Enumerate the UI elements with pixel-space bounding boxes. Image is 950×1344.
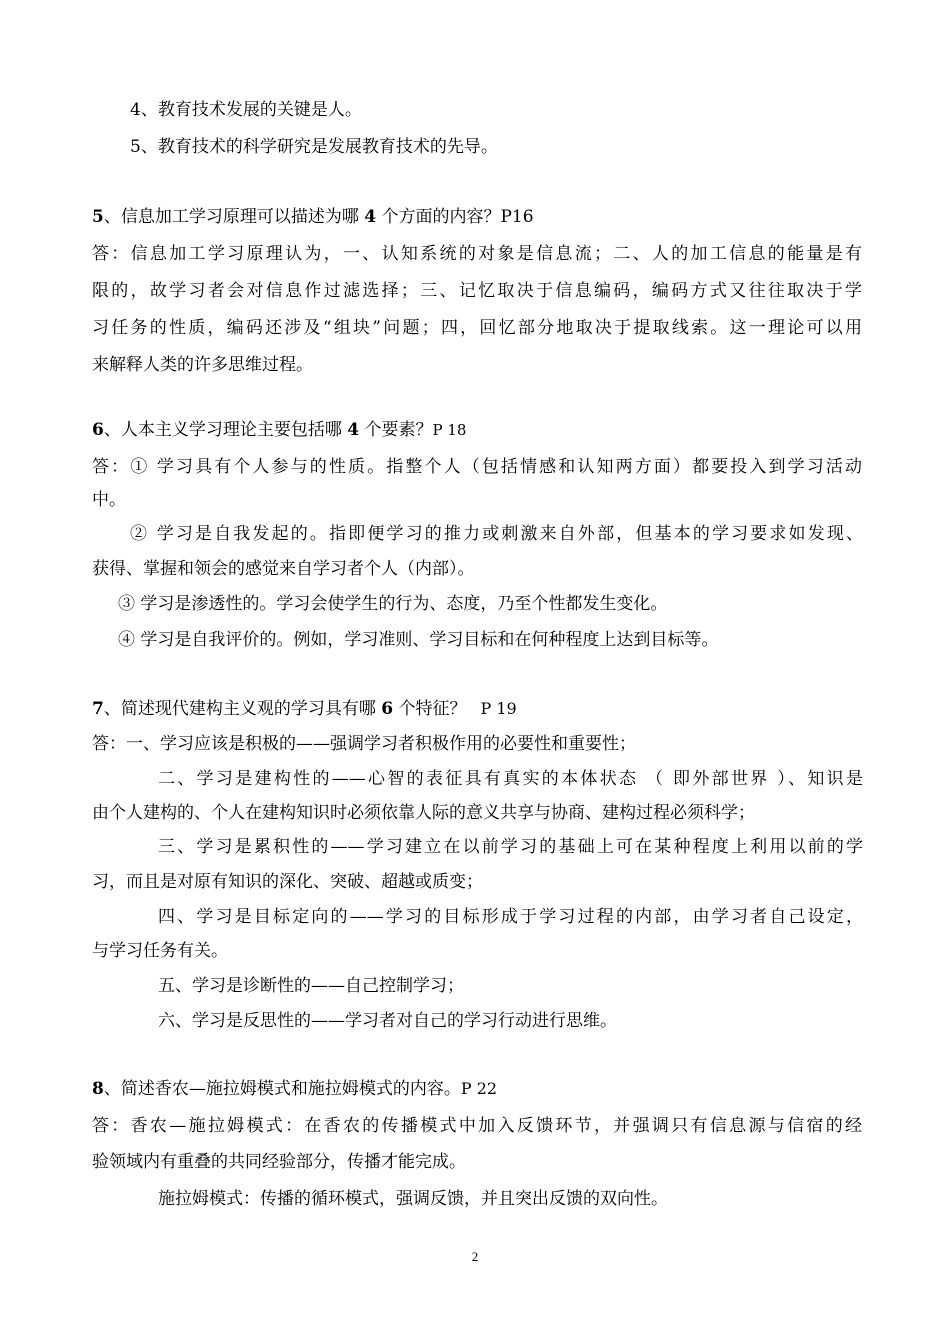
answer-line: 四、学习是目标定向的——学习的目标形成于学习过程的内部，由学习者自己设定，	[158, 907, 863, 927]
question-text: 、信息加工学习原理可以描述为哪	[103, 207, 365, 227]
answer-line: 答：① 学习具有个人参与的性质。指整个人（包括情感和认知两方面）都要投入到学习活动	[92, 457, 862, 477]
question-count: 6	[381, 699, 394, 719]
answer-line: ④ 学习是自我评价的。例如，学习准则、学习目标和在何种程度上达到目标等。	[118, 630, 719, 650]
answer-line: ② 学习是自我发起的。指即便学习的推力或刺激来自外部，但基本的学习要求如发现、	[130, 524, 863, 544]
answer-line: 六、学习是反思性的——学习者对自己的学习行动进行思维。	[158, 1011, 617, 1031]
question-text: 个要素？	[359, 420, 433, 440]
question-8-heading	[92, 1077, 497, 1101]
question-number: 8	[92, 1079, 104, 1099]
list-item: 5、教育技术的科学研究是发展教育技术的先导。	[130, 137, 498, 157]
page-reference: P 22	[460, 1079, 498, 1098]
question-count: 4	[347, 420, 360, 440]
answer-line: 五、学习是诊断性的——自己控制学习；	[158, 976, 464, 996]
question-number: 5	[92, 207, 104, 227]
answer-line: 限的，故学习者会对信息作过滤选择；三、记忆取决于信息编码，编码方式又往往取决于学	[92, 281, 862, 301]
question-7-heading	[92, 697, 517, 721]
answer-line: ③ 学习是渗透性的。学习会使学生的行为、态度，乃至个性都发生变化。	[118, 594, 668, 614]
page-reference: P 18	[432, 421, 467, 439]
question-5-heading	[92, 205, 534, 229]
answer-line: 与学习任务有关。	[92, 941, 228, 961]
answer-line: 中。	[92, 490, 126, 510]
question-text: 、人本主义学习理论主要包括哪	[103, 420, 348, 440]
answer-line: 答：一、学习应该是积极的——强调学习者积极作用的必要性和重要性；	[92, 734, 636, 754]
answer-line: 施拉姆模式：传播的循环模式，强调反馈，并且突出反馈的双向性。	[158, 1189, 668, 1209]
answer-line: 习，而且是对原有知识的深化、突破、超越或质变；	[92, 872, 483, 892]
answer-line: 由个人建构的、个人在建构知识时必须依靠人际的意义共享与协商、建构过程必须科学；	[92, 803, 755, 823]
question-text: 个特征？	[393, 699, 467, 719]
question-text: 、简述香农—施拉姆模式和施拉姆模式的内容。	[103, 1079, 461, 1099]
question-number: 6	[92, 420, 104, 440]
question-number: 7	[92, 699, 104, 719]
answer-line: 来解释人类的许多思维过程。	[92, 355, 313, 375]
page-number: 2	[471, 1249, 479, 1264]
answer-line: 答：信息加工学习原理认为，一、认知系统的对象是信息流；二、人的加工信息的能量是有	[92, 244, 862, 264]
question-6-heading	[92, 418, 466, 442]
answer-line: 习任务的性质，编码还涉及“组块”问题；四，回忆部分地取决于提取线索。这一理论可以用	[92, 318, 862, 338]
question-text: 、简述现代建构主义观的学习具有哪	[103, 699, 382, 719]
answer-line: 答：香农—施拉姆模式：在香农的传播模式中加入反馈环节，并强调只有信息源与信宿的经	[92, 1116, 862, 1136]
list-item: 4、教育技术发展的关键是人。	[130, 100, 362, 120]
answer-line: 二、学习是建构性的——心智的表征具有真实的本体状态 （ 即外部世界 ）、知识是	[158, 769, 863, 789]
answer-line: 验领域内有重叠的共同经验部分，传播才能完成。	[92, 1152, 466, 1172]
question-text: 个方面的内容？P16	[376, 207, 534, 227]
answer-line: 获得、掌握和领会的感觉来自学习者个人（内部）。	[92, 559, 475, 579]
question-count: 4	[364, 207, 377, 227]
page-reference: P 19	[480, 699, 517, 718]
answer-line: 三、学习是累积性的——学习建立在以前学习的基础上可在某种程度上利用以前的学	[158, 837, 863, 857]
